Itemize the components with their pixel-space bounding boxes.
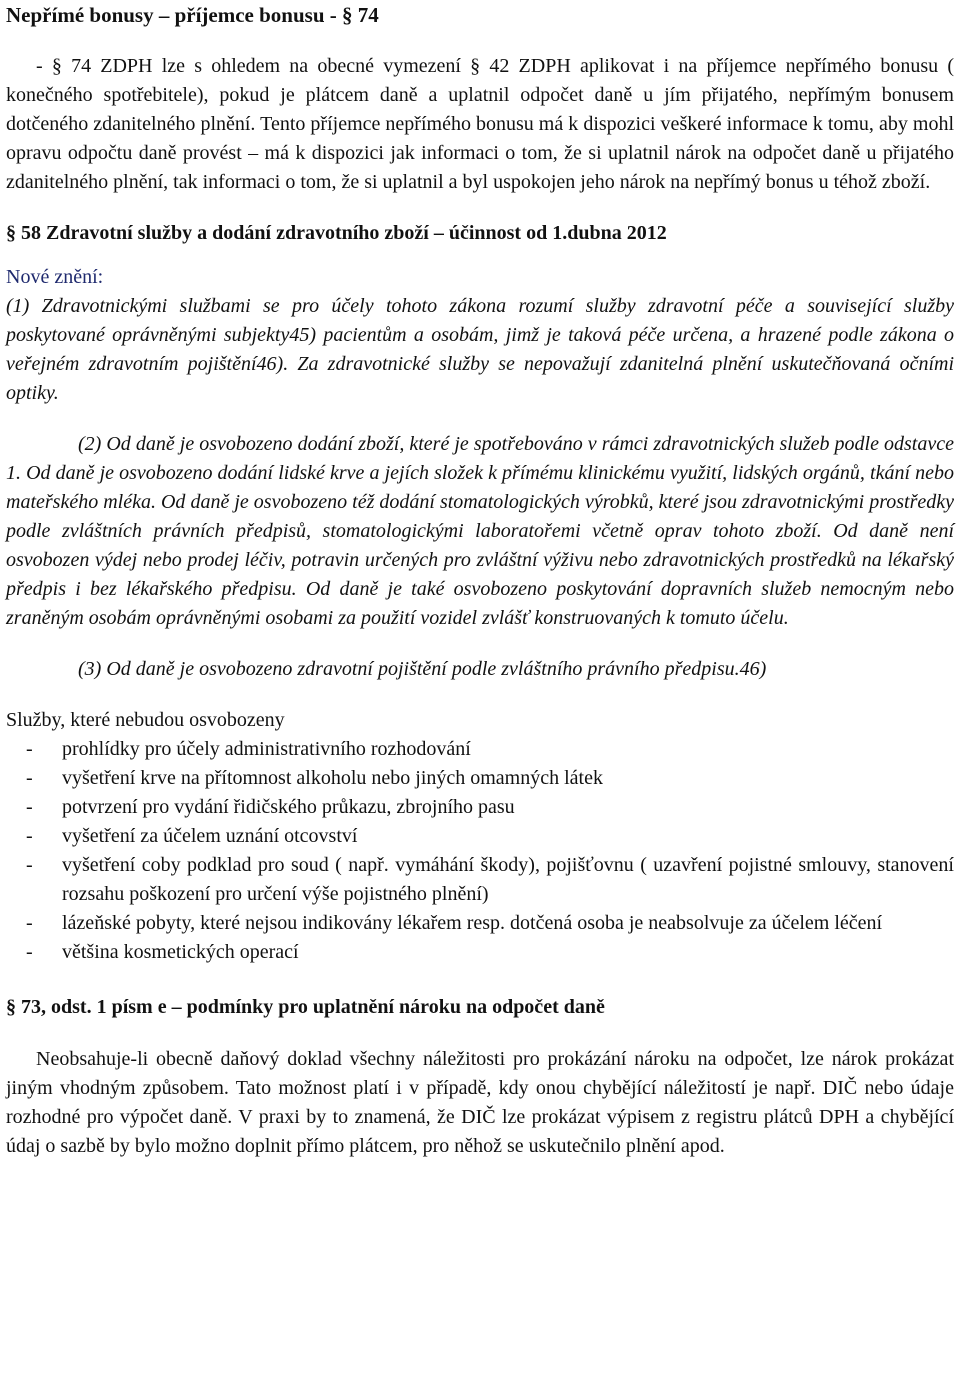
list-item: - vyšetření coby podklad pro soud ( např. vymáhání škody), pojišťovnu ( uzavření pojistné smlouvy, stanovení rozsahu poškození pro určení výše pojistného plnění): [6, 851, 954, 909]
list-item: - lázeňské pobyty, které nejsou indikovány lékařem resp. dotčená osoba je neabsolvuje za účelem léčení: [6, 909, 954, 938]
services-list: [6, 735, 954, 967]
heading-neprime-bonusy: Nepřímé bonusy – příjemce bonusu - § 74: [6, 3, 379, 27]
paragraph-2: (2) Od daně je osvobozeno dodání zboží, které je spotřebováno v rámci zdravotnických služeb podle odstavce 1. Od daně je osvobozeno dodání lidské krve a jejích složek k přímému klinickému využití, lidských orgánů, tkání nebo mateřského mléka. Od daně je osvobozeno též dodání stomatologických výrobků, které jsou zdravotnickými prostředky podle zvláštních právních předpisů, stomatologickými laboratořemi včetně oprav tohoto zboží. Od daně není osvobozen výdej nebo prodej léčiv, potravin určených pro zvláštní výživu nebo zdravotnických prostředků na lékařský předpis i bez lékařského předpisu. Od daně je také osvobozeno poskytování dopravních služeb nemocným nebo zraněným osobám oprávněnými osobami za použití vozidel zvlášť konstruovaných k tomuto účelu.: [6, 433, 954, 629]
paragraph-final: Neobsahuje-li obecně daňový doklad všechny náležitosti pro prokázání nároku na odpočet, lze nárok prokázat jiným vhodným způsobem. Tato možnost platí i v případě, kdy onou chybějící náležitostí je např. DIČ nebo údaje rozhodné pro výpočet daně. V praxi by to znamená, že DIČ lze prokázat výpisem z registru plátců DPH a chybějící údaj o sazbě by bylo možno doplnit přímo plátcem, pro něhož se uskutečnilo plnění apod.: [6, 1048, 954, 1157]
paragraph-3: (3) Od daně je osvobozeno zdravotní pojištění podle zvláštního právního předpisu.46): [78, 658, 767, 680]
list-dash: -: [26, 767, 33, 789]
list-dash: -: [26, 854, 33, 876]
list-dash: -: [26, 941, 33, 963]
heading-58: § 58 Zdravotní služby a dodání zdravotního zboží – účinnost od 1.dubna 2012: [6, 222, 667, 244]
list-item: - prohlídky pro účely administrativního rozhodování: [6, 735, 954, 764]
new-wording-label: Nové znění:: [6, 266, 104, 288]
list-item: - vyšetření za účelem uznání otcovství: [6, 822, 954, 851]
list-item: - potvrzení pro vydání řidičského průkazu, zbrojního pasu: [6, 793, 954, 822]
list-item: - většina kosmetických operací: [6, 938, 954, 967]
list-title: Služby, které nebudou osvobozeny: [6, 709, 285, 731]
paragraph-bonus: [6, 52, 954, 197]
list-dash: -: [26, 738, 33, 760]
paragraph-bonus-part-b: Tento příjemce nepřímého bonusu má k dispozici veškeré informace k tomu, aby mohl opravu odpočtu daně provést – má k dispozici jak informaci o tom, že si uplatnil nárok na odpočet daně u přijatého zdanitelného plnění, tak informaci o tom, že si uplatnil a byl uspokojen jeho nárok na nepřímý bonus u téhož zboží.: [6, 113, 954, 193]
list-dash: -: [26, 825, 33, 847]
list-dash: -: [26, 796, 33, 818]
document-page: [6, 1, 954, 1161]
list-item: - vyšetření krve na přítomnost alkoholu nebo jiných omamných látek: [6, 764, 954, 793]
paragraph-bonus-part-a: - § 74 ZDPH lze s ohledem na obecné vymezení § 42 ZDPH aplikovat i na příjemce nepřímého bonusu ( konečného spotřebitele), pokud je plátcem daně a uplatnil odpočet daně u jím přijatého, nepřímým bonusem dotčeného zdanitelného plnění.: [6, 55, 954, 135]
list-dash: -: [26, 912, 33, 934]
heading-73: § 73, odst. 1 písm e – podmínky pro uplatnění nároku na odpočet daně: [6, 996, 605, 1018]
paragraph-1: (1) Zdravotnickými službami se pro účely tohoto zákona rozumí služby zdravotní péče a související služby poskytované oprávněnými subjekty45) pacientům a osobám, jimž je taková péče určena, a hrazené podle zákona o veřejném zdravotním pojištění46). Za zdravotnické služby se nepovažují zdanitelná plnění uskutečňovaná očními optiky.: [6, 295, 954, 404]
